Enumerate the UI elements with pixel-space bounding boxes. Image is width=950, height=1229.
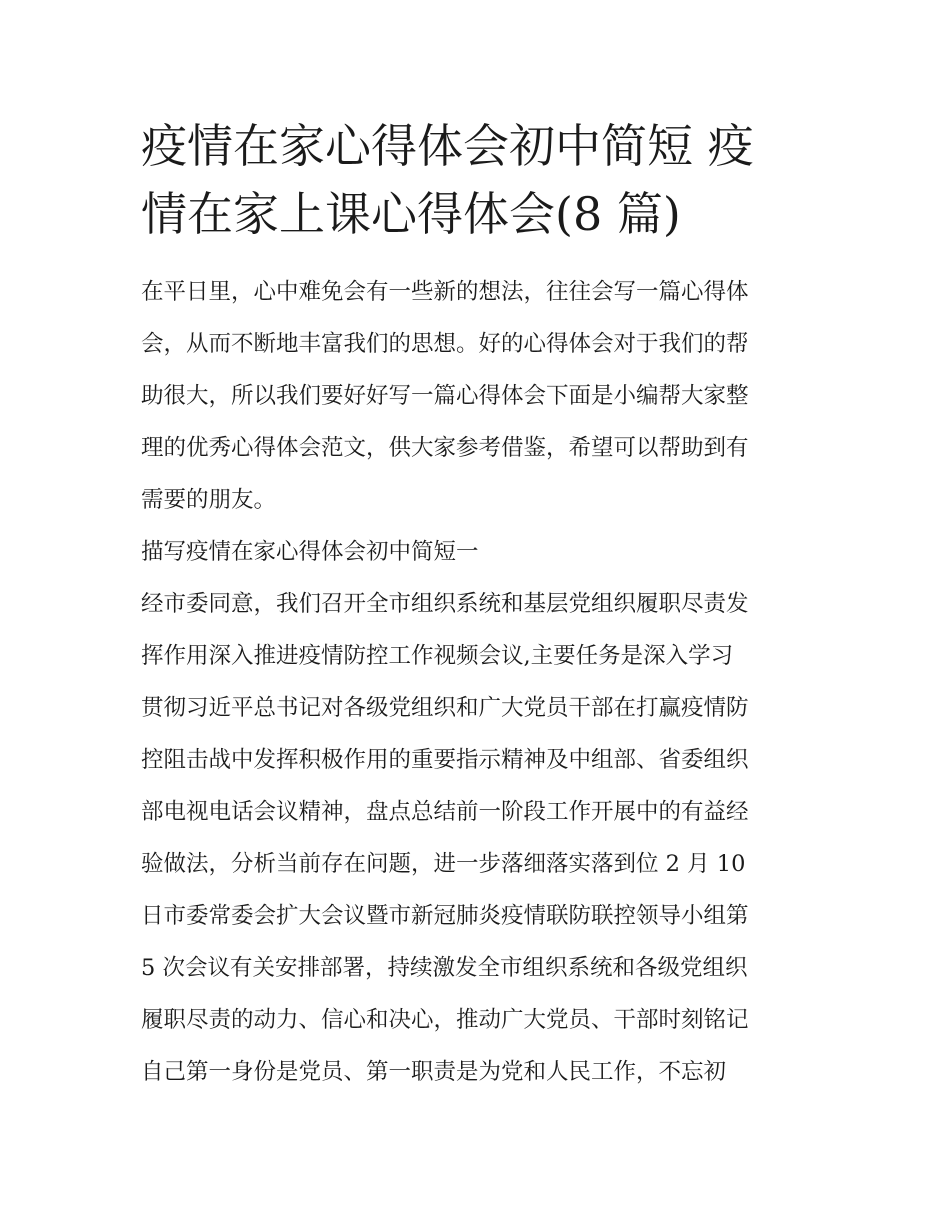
body-line: 部电视电话会议精神，盘点总结前一阶段工作开展中的有益经	[141, 799, 749, 825]
intro-line: 需要的朋友。	[141, 487, 277, 513]
intro-paragraph	[141, 266, 821, 526]
body-line: 日市委常委会扩大会议暨市新冠肺炎疫情联防联控领导小组第	[141, 903, 749, 929]
body-line: 贯彻习近平总书记对各级党组织和广大党员干部在打赢疫情防	[141, 695, 749, 721]
document-title	[141, 112, 821, 248]
body-line: 挥作用深入推进疫情防控工作视频会议,主要任务是深入学习	[141, 643, 734, 669]
title-line: 疫情在家心得体会初中简短 疫	[141, 119, 754, 173]
body-line: 经市委同意，我们召开全市组织系统和基层党组织履职尽责发	[141, 591, 749, 617]
body-line: 自己第一身份是党员、第一职责是为党和人民工作，不忘初	[141, 1059, 727, 1085]
body-line: 5 次会议有关安排部署，持续激发全市组织系统和各级党组织	[141, 955, 748, 981]
document-page	[141, 112, 821, 1098]
intro-line: 助很大，所以我们要好好写一篇心得体会下面是小编帮大家整	[141, 383, 749, 409]
intro-line: 在平日里，心中难免会有一些新的想法，往往会写一篇心得体	[141, 279, 749, 305]
body-paragraph	[141, 578, 821, 1098]
intro-line: 会，从而不断地丰富我们的思想。好的心得体会对于我们的帮	[141, 331, 749, 357]
intro-line: 理的优秀心得体会范文，供大家参考借鉴，希望可以帮助到有	[141, 435, 749, 461]
title-line: 情在家上课心得体会(8 篇)	[141, 187, 681, 241]
body-line: 履职尽责的动力、信心和决心，推动广大党员、干部时刻铭记	[141, 1007, 749, 1033]
body-line: 验做法，分析当前存在问题，进一步落细落实落到位 2 月 10	[141, 851, 746, 877]
body-line: 控阻击战中发挥积极作用的重要指示精神及中组部、省委组织	[141, 747, 749, 773]
section-heading: 描写疫情在家心得体会初中简短一	[141, 539, 479, 565]
